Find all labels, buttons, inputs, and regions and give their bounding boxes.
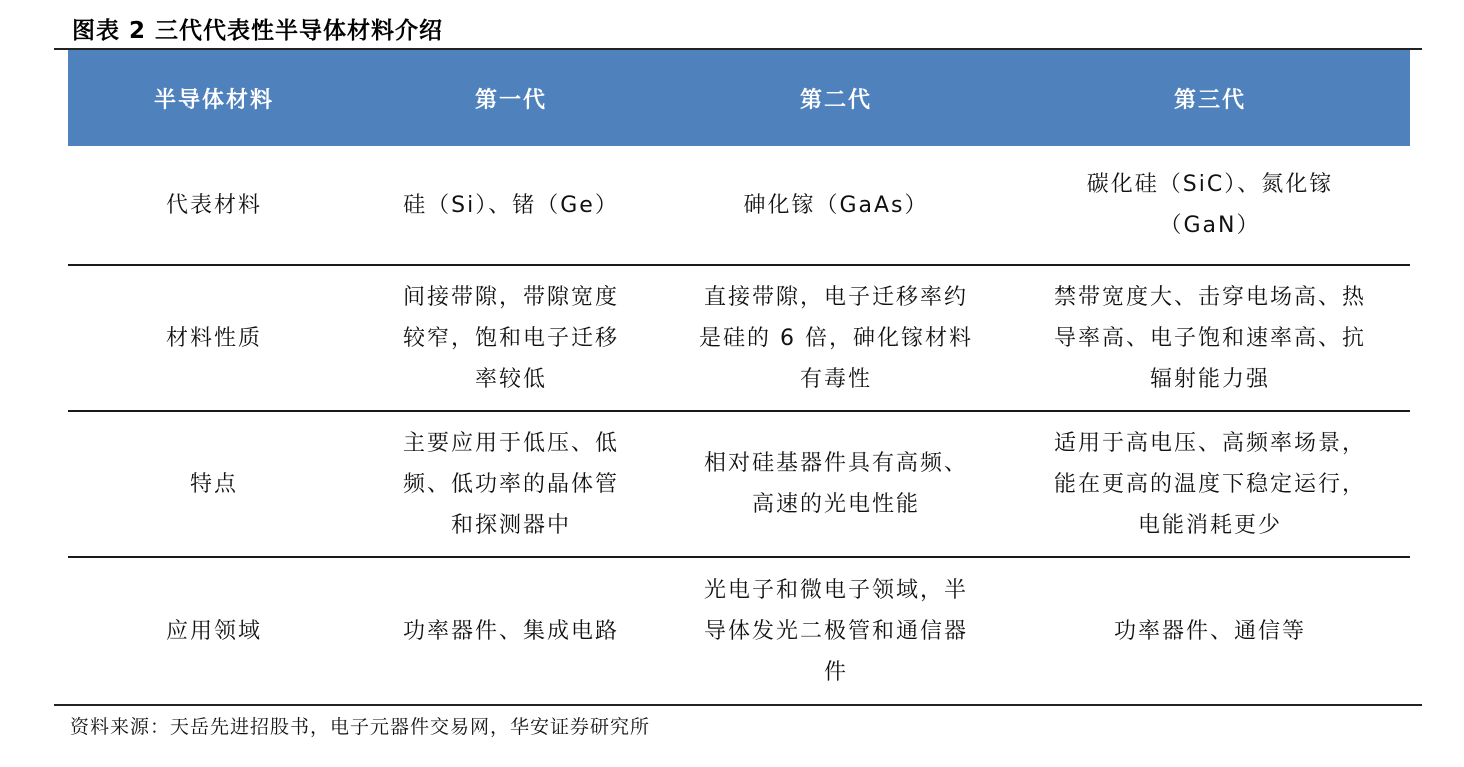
row-label-text: 特点	[189, 471, 238, 497]
semiconductor-table	[68, 50, 1410, 704]
cell-gen1	[360, 558, 662, 704]
cell-gen2-text: 光电子和微电子领域，半 导体发光二极管和通信器 件	[703, 577, 968, 685]
cell-gen2-text: 相对硅基器件具有高频、 高速的光电性能	[703, 451, 968, 517]
header-gen2: 第二代	[799, 87, 872, 113]
cell-gen2	[662, 412, 1010, 556]
row-label-text: 材料性质	[165, 325, 262, 351]
cell-gen3	[1010, 412, 1410, 556]
cell-gen3-text: 禁带宽度大、击穿电场高、热 导率高、电子饱和速率高、抗 辐射能力强	[1053, 284, 1366, 392]
cell-gen3	[1010, 266, 1410, 410]
cell-gen3-text: 功率器件、通信等	[1113, 618, 1306, 644]
cell-gen2	[662, 266, 1010, 410]
cell-gen1-text: 硅（Si）、锗（Ge）	[403, 192, 619, 218]
header-material: 半导体材料	[153, 87, 274, 113]
table-bottom-divider	[54, 704, 1422, 706]
header-gen3: 第三代	[1173, 87, 1246, 113]
cell-gen3-text: 适用于高电压、高频率场景， 能在更高的温度下稳定运行， 电能消耗更少	[1053, 430, 1366, 538]
cell-gen3	[1010, 558, 1410, 704]
row-label	[68, 558, 360, 704]
cell-gen2-text: 砷化镓（GaAs）	[743, 192, 929, 218]
row-label-text: 代表材料	[165, 192, 262, 218]
cell-gen1	[360, 266, 662, 410]
source-note: 资料来源：天岳先进招股书，电子元器件交易网，华安证券研究所	[70, 716, 651, 738]
cell-gen3	[1010, 146, 1410, 264]
cell-gen1-text: 主要应用于低压、低 频、低功率的晶体管 和探测器中	[402, 430, 619, 538]
table-row-representative	[68, 146, 1410, 266]
table-row-applications	[68, 558, 1410, 704]
row-label-text: 应用领域	[165, 618, 262, 644]
cell-gen2-text: 直接带隙，电子迁移率约 是硅的 6 倍，砷化镓材料 有毒性	[699, 284, 973, 392]
row-label	[68, 146, 360, 264]
cell-gen1	[360, 146, 662, 264]
row-label	[68, 412, 360, 556]
cell-gen2	[662, 558, 1010, 704]
header-gen1: 第一代	[474, 87, 547, 113]
table-row-properties	[68, 266, 1410, 412]
cell-gen2	[662, 146, 1010, 264]
row-label	[68, 266, 360, 410]
cell-gen3-text: 碳化硅（SiC）、氮化镓 （GaN）	[1086, 172, 1334, 238]
cell-gen1	[360, 412, 662, 556]
figure-caption: 图表 2 三代代表性半导体材料介绍	[72, 18, 444, 44]
table-header-row	[68, 50, 1410, 146]
cell-gen1-text: 功率器件、集成电路	[402, 618, 619, 644]
cell-gen1-text: 间接带隙，带隙宽度 较窄，饱和电子迁移 率较低	[402, 284, 619, 392]
table-row-features	[68, 412, 1410, 558]
